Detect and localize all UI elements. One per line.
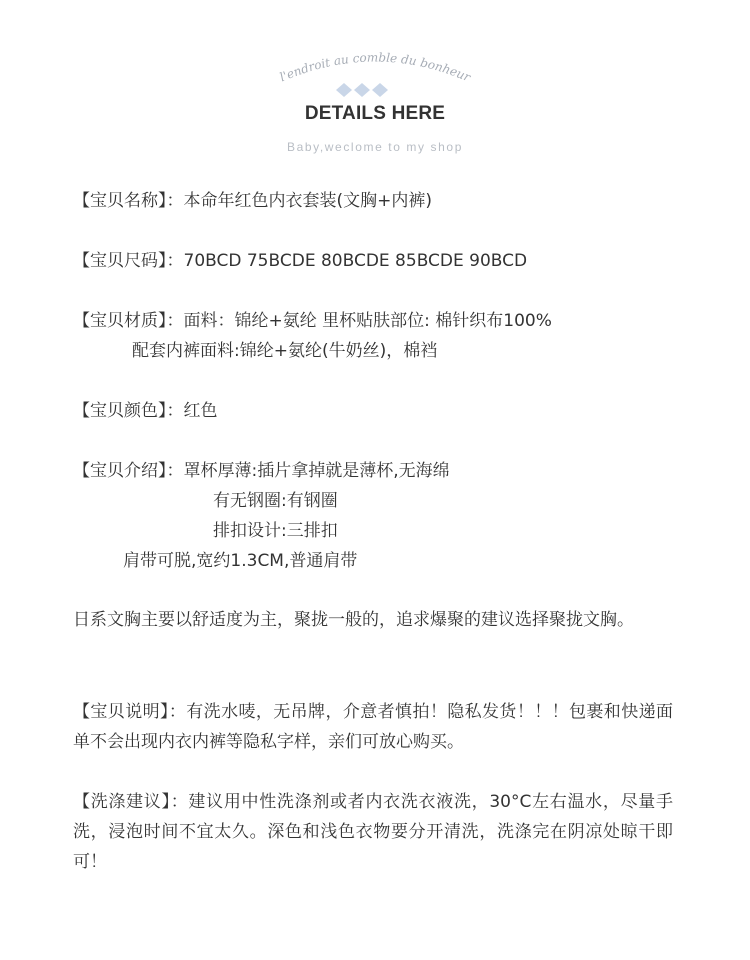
arc-slogan	[225, 40, 525, 100]
detail-intro-strap: 肩带可脱,宽约1.3CM,普通肩带	[123, 551, 358, 571]
detail-size: 【宝贝尺码】：70BCD 75BCDE 80BCDE 85BCDE 90BCD	[73, 251, 528, 271]
details-header	[0, 40, 750, 170]
detail-wash: 【洗涤建议】：建议用中性洗涤剂或者内衣洗衣液洗，30°C左右温水，尽量手洗，浸泡时间不宜太久。深色和浅色衣物要分开清洗，洗涤完在阴凉处晾干即可！	[73, 792, 673, 872]
page-title: DETAILS HERE	[304, 103, 446, 124]
detail-color: 【宝贝颜色】：红色	[73, 401, 218, 421]
detail-explain: 【宝贝说明】：有洗水唛，无吊牌，介意者慎拍！隐私发货！！！包裹和快递面单不会出现内衣内裤等隐私字样，亲们可放心购买。	[73, 702, 673, 752]
arc-slogan-text: l'endroit au comble du bonheur	[277, 50, 473, 85]
detail-note: 日系文胸主要以舒适度为主，聚拢一般的，追求爆聚的建议选择聚拢文胸。	[73, 610, 634, 630]
detail-material-brief: 配套内裤面料:锦纶+氨纶(牛奶丝)，棉裆	[132, 341, 438, 361]
page-subtitle: Baby,weclome to my shop	[287, 140, 463, 154]
diamond-ornament-icon	[336, 83, 388, 97]
detail-material: 【宝贝材质】：面料：锦纶+氨纶 里杯贴肤部位: 棉针织布100%	[73, 311, 552, 331]
detail-intro: 【宝贝介绍】：罩杯厚薄:插片拿掉就是薄杯,无海绵	[73, 461, 450, 481]
detail-intro-hook: 排扣设计:三排扣	[213, 521, 338, 541]
detail-intro-wire: 有无钢圈:有钢圈	[213, 491, 338, 511]
detail-name: 【宝贝名称】：本命年红色内衣套装(文胸+内裤)	[73, 191, 433, 211]
